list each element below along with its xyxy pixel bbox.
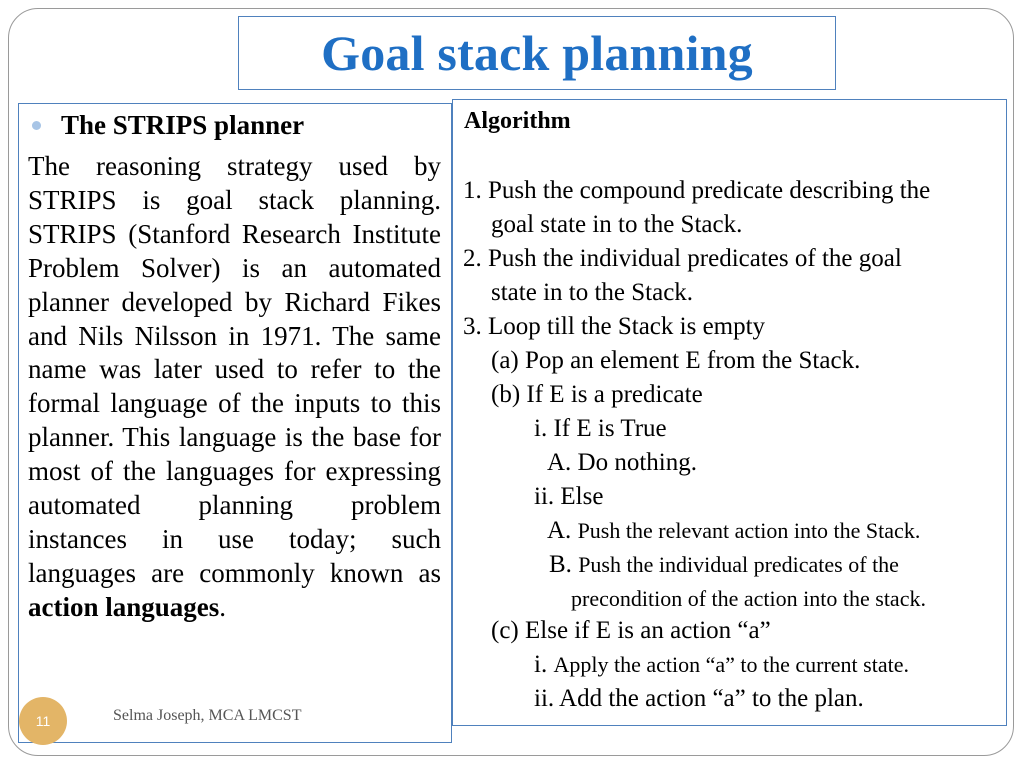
bullet-heading [29,110,304,141]
algorithm-line: goal state in to the Stack. [491,211,743,238]
title-box [238,16,836,90]
algorithm-line: 2. Push the individual predicates of the goal [463,245,902,272]
step-marker: i. [534,651,548,678]
algorithm-line: (b) If E is a predicate [491,381,703,408]
left-panel [18,103,452,743]
algorithm-panel [452,99,1007,726]
slide-title: Goal stack planning [321,25,753,81]
emphasis-text: action languages [28,591,220,622]
algorithm-line: i. If E is True [534,415,667,442]
algorithm-line: (a) Pop an element E from the Stack. [491,347,861,374]
step-marker: A. [547,517,572,544]
bullet-icon [32,121,41,130]
panel-heading: The STRIPS planner [61,110,305,140]
algorithm-heading: Algorithm [464,108,571,134]
algorithm-line [534,651,909,679]
step-text: Push the relevant action into the Stack. [577,518,921,543]
footer-author: Selma Joseph, MCA LMCST [113,707,302,724]
description-paragraph [28,150,441,625]
page-number-badge: 11 [19,697,67,745]
algorithm-line: A. Do nothing. [547,449,697,476]
paragraph-text: The reasoning strategy used by STRIPS is goal stack planning. STRIPS (Stanford Research Institute Problem Solver) is an automated planner developed by Richard Fikes and Nils Nilsson in 1971. The same name was later used to refer to the formal language of the inputs to this planner. This language is the base for most of the languages for expressing automated planning problem instances in use today; such languages are commonly known as [28,151,441,588]
step-text: Apply the action “a” to the current state. [553,652,909,677]
algorithm-line: (c) Else if E is an action “a” [491,617,771,644]
algorithm-line [547,517,920,545]
paragraph-trailing: . [219,591,227,622]
algorithm-line: state in to the Stack. [491,279,694,306]
algorithm-line [549,551,899,579]
algorithm-line: precondition of the action into the stack. [571,586,926,611]
step-marker: B. [549,551,572,578]
algorithm-line: ii. Add the action “a” to the plan. [534,685,864,712]
algorithm-line: 3. Loop till the Stack is empty [463,313,766,340]
algorithm-line: 1. Push the compound predicate describing the [463,177,931,204]
step-text: Push the individual predicates of the [578,552,899,577]
algorithm-line: ii. Else [534,483,604,510]
